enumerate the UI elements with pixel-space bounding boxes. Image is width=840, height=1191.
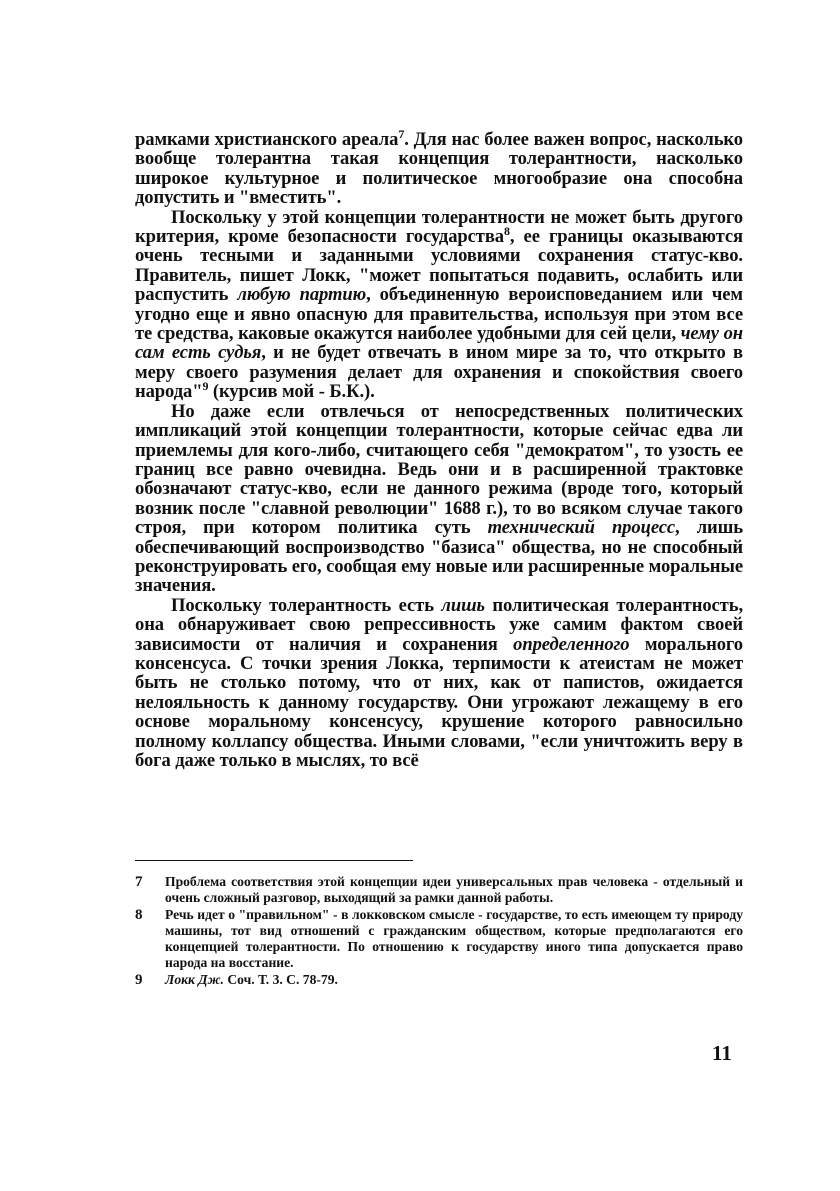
footnote-text <box>165 874 743 906</box>
italic-text: любую партию <box>237 284 367 306</box>
footnote-ref: 7 <box>398 127 405 141</box>
footnote <box>135 907 743 971</box>
footnote-number: 7 <box>135 874 143 890</box>
text-run: Проблема соответствия этой концепции идеи универсальных прав человека - отдельный и очень сложный разговор, выходящий за рамки данной работы. <box>165 874 743 905</box>
text-run: . Для нас более важен вопрос, насколько вообще толерантна такая концепция толерантности, насколько широкое культурное и политическое многообразие она способна допустить и "вместить". <box>135 129 743 209</box>
footnote-text <box>165 907 743 971</box>
text-run: , объединенную вероисповеданием или чем угодно еще и явно опасную для правительства, используя при этом все те средства, каковые окажутся наиболее удобными для сей цели, <box>135 284 743 345</box>
italic-text: лишь <box>441 594 485 616</box>
footnote-number: 9 <box>135 972 143 988</box>
italic-text: чему он сам есть судья <box>135 323 743 364</box>
text-run: , ее границы оказываются очень тесными и заданными условиями сохранения статус-кво. Правитель, пишет Локк, "может попытаться подавить, ослабить или распустить <box>135 226 743 306</box>
footnote-ref: 8 <box>503 224 510 239</box>
page-number: 11 <box>712 1041 732 1065</box>
text-run: Речь идет о "правильном" - в локковском смысле - государстве, то есть имеющем ту природу машины, тот вид отношений с гражданским обществом, которые предполагаются его концепцией толерантности. По отношению к государству иного типа допускается право народа на восстание. <box>165 907 743 970</box>
text-run: Но даже если отвлечься от непосредственных политических импликаций этой концепции толерантности, которые сейчас едва ли приемлемы для кого-либо, считающего себя "демократом", то узость ее границ все равно очевидна. Ведь они и в расширенной трактовке обозначают статус-кво, если не данного режима (вроде того, который возник после "славной революции" 1688 г.), то во всяком случае такого строя, при котором политика суть <box>135 400 743 539</box>
body-text <box>135 127 743 771</box>
text-run: (курсив мой - Б.К.). <box>208 381 375 403</box>
footnote <box>135 972 743 988</box>
footnotes <box>135 874 743 989</box>
text-run: политическая толерантность, она обнаруживает свою репрессивность уже самим фактом своей зависимости от наличия и сохранения <box>135 594 743 655</box>
italic-text: Локк Дж. <box>165 972 224 987</box>
italic-text: технический процесс <box>487 517 676 539</box>
footnote-separator <box>135 860 413 861</box>
text-run: рамками христианского ареала <box>135 129 399 150</box>
text-run: морального консенсуса. С точки зрения Локка, терпимости к атеистам не может быть не столько потому, что от них, как от папистов, ожидается нелояльность к данному государству. Они угрожают лежащему в его основе моральному консенсусу, крушение которого равносильно полному коллапсу общества. Иными словами, "если уничтожить веру в бога даже только в мыслях, то всё <box>135 633 743 771</box>
paragraph <box>135 402 743 596</box>
footnote <box>135 874 743 906</box>
text-run: , лишь обеспечивающий воспроизводство "базиса" общества, но не способный реконструировать его, сообщая ему новые или расширенные моральные значения. <box>135 517 743 597</box>
footnote-number: 8 <box>135 907 143 923</box>
text-run: Поскольку у этой концепции толерантности не может быть другого критерия, кроме безопасности государства <box>135 206 743 248</box>
paragraph <box>135 208 743 402</box>
paragraph <box>135 127 743 209</box>
text-run: Поскольку толерантность есть <box>171 594 442 616</box>
footnote-text <box>165 972 743 988</box>
paragraph <box>135 596 743 771</box>
text-run: , и не будет отвечать в ином мире за то, что открыто в меру своего разумения делает для охранения и спокойствия своего народа" <box>135 342 743 403</box>
text-run: Соч. Т. 3. С. 78-79. <box>223 972 338 987</box>
italic-text: определенного <box>513 633 630 655</box>
footnote-ref: 9 <box>202 379 209 394</box>
